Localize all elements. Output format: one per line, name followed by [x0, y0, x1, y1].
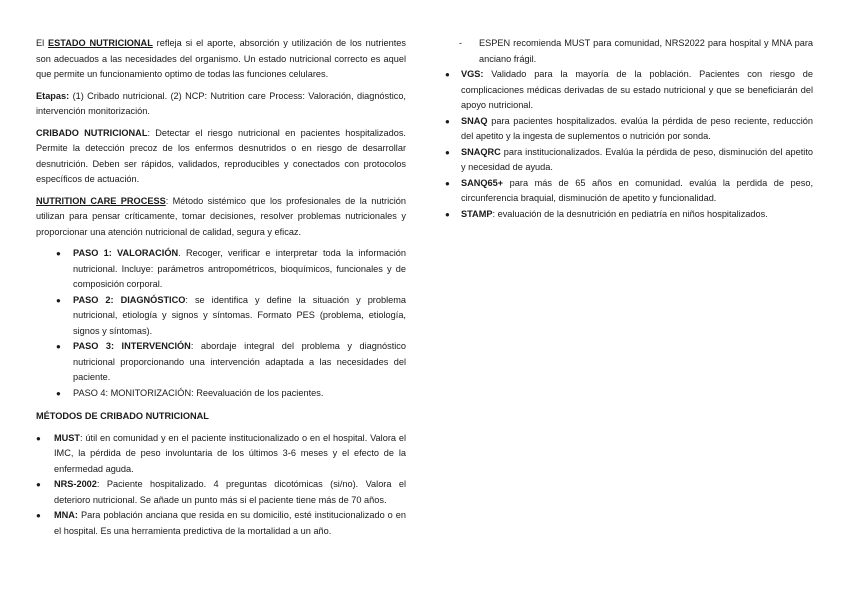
step-text: : se identifica y define la situación y problema nutricional, etiología y signos y síntomas. Formato PES (problema, etiología, signos y síntomas).	[73, 294, 406, 336]
paragraph-etapas	[36, 89, 406, 120]
tool-label: STAMP	[461, 208, 493, 219]
bullet-icon: ●	[56, 342, 61, 351]
list-item-paso-2	[36, 293, 406, 340]
list-item-must	[36, 431, 406, 478]
p2-text: (1) Cribado nutricional. (2) NCP: Nutrition care Process: Valoración, diagnóstico, intervención monitorización.	[36, 90, 406, 116]
method-label: MNA:	[54, 510, 78, 520]
term-etapas: Etapas:	[36, 90, 70, 101]
methods-list	[36, 431, 406, 540]
bullet-icon: ●	[445, 209, 450, 219]
tool-label: SNAQRC	[461, 146, 501, 157]
term-nutrition-care-process: NUTRITION CARE PROCESS	[36, 195, 166, 206]
bullet-icon: ●	[36, 480, 41, 489]
p1-text: refleja si el aporte, absorción y utilización de los nutrientes son adecuados a las necesidades del organismo. Un estado nutricional correcto es aquel que permite un funcionamiento optimo de todas las funciones celulares.	[36, 38, 406, 79]
tools-list	[445, 36, 813, 222]
tool-text: para institucionalizados. Evalúa la pérdida de peso, disminución del apetito y necesidad de ayuda.	[461, 146, 813, 172]
tool-label: SNAQ	[461, 115, 488, 126]
paragraph-ncp	[36, 194, 406, 241]
list-item-mna	[36, 508, 406, 539]
method-text: : Paciente hospitalizado. 4 preguntas dicotómicas (si/no). Valora el deterioro nutricional. Se añade un punto más si el paciente tiene más de 70 años.	[54, 479, 406, 505]
left-column	[36, 36, 406, 539]
bullet-icon: ●	[36, 511, 41, 520]
list-item-snaq	[445, 114, 813, 145]
bullet-icon: ●	[36, 433, 41, 443]
methods-heading: MÉTODOS DE CRIBADO NUTRICIONAL	[36, 411, 209, 421]
step-label: PASO 1: VALORACIÓN	[73, 248, 179, 258]
method-text: Para población anciana que resida en su domicilio, esté institucionalizado o en el hospital. Es una herramienta predictiva de la mortalidad a un año.	[54, 510, 406, 536]
tool-text: : evaluación de la desnutrición en pediatría en niños hospitalizados.	[492, 208, 768, 219]
list-item-snaqrc	[445, 145, 813, 176]
p4-text: : Método sistémico que los profesionales de la nutrición utilizan para pensar críticamente, tomar decisiones, resolver problemas nutricionales y proporcionar una atención nutricional de calidad, segura y eficaz.	[36, 195, 406, 237]
term-cribado-nutricional: CRIBADO NUTRICIONAL	[36, 127, 148, 138]
bullet-icon: ●	[56, 295, 61, 305]
method-label: MUST	[54, 432, 81, 443]
bullet-icon: ●	[445, 178, 450, 188]
dash-icon: -	[459, 38, 463, 48]
ncp-steps-list	[36, 246, 406, 401]
espen-text: ESPEN recomienda MUST para comunidad, NRS2022 para hospital y MNA para anciano frágil.	[479, 38, 813, 64]
list-item-paso-3	[36, 339, 406, 386]
bullet-icon: ●	[445, 70, 450, 79]
list-item-paso-1	[36, 246, 406, 293]
tool-text: para pacientes hospitalizados. evalúa la pérdida de peso reciente, reducción del apetito y la ingesta de suplementos o nutrición por sonda.	[461, 115, 813, 141]
step-label: PASO 3: INTERVENCIÓN	[73, 341, 191, 351]
p1-prefix: El	[36, 38, 49, 48]
list-item-nrs-2002	[36, 477, 406, 508]
term-estado-nutricional: ESTADO NUTRICIONAL	[48, 38, 153, 48]
bullet-icon: ●	[56, 249, 61, 258]
p3-text: : Detectar el riesgo nutricional en pacientes hospitalizados. Permite la detección precoz de los enfermos desnutridos o en riesgo de desarrollar desnutrición. Deben ser rápidos, validados, reproducibles y conectados con protocolos específicos de actuación.	[36, 127, 406, 184]
right-column	[445, 36, 813, 222]
step-label: PASO 2: DIAGNÓSTICO	[73, 294, 186, 305]
bullet-icon: ●	[445, 116, 450, 126]
paragraph-estado-nutricional	[36, 36, 406, 83]
tool-text: Validado para la mayoría de la población. Pacientes con riesgo de complicaciones médicas derivadas de su estado nutricional y que se beneficiarán del apoyo nutricional.	[461, 69, 813, 110]
tool-label: SANQ65+	[461, 177, 504, 188]
tool-label: VGS:	[461, 69, 484, 79]
bullet-icon: ●	[56, 388, 61, 398]
list-item-stamp	[445, 207, 813, 223]
method-label: NRS-2002	[54, 479, 97, 489]
paragraph-cribado	[36, 126, 406, 188]
step-text: PASO 4: MONITORIZACIÓN: Reevaluación de los pacientes.	[73, 387, 324, 398]
method-text: : útil en comunidad y en el paciente institucionalizado o en el hospital. Valora el IMC, la pérdida de peso involuntaria de los últimos 3-6 meses y el efecto de la enfermedad aguda.	[54, 432, 406, 474]
list-item-paso-4	[36, 386, 406, 402]
step-text: . Recoger, verificar e interpretar toda la información nutricional. Incluye: parámetros antropométricos, bioquímicos, funcionales y de composición corporal.	[73, 248, 406, 289]
step-text: : abordaje integral del problema y diagnóstico nutricional proporcionando una intervención adaptada a las necesidades del paciente.	[73, 341, 406, 382]
bullet-icon: ●	[445, 147, 450, 157]
list-item-sanq65	[445, 176, 813, 207]
list-item-espen	[445, 36, 813, 67]
tool-text: para más de 65 años en comunidad. evalúa la perdida de peso, circunferencia braquial, disminución de apetito y funcionalidad.	[461, 177, 813, 203]
list-item-vgs	[445, 67, 813, 114]
